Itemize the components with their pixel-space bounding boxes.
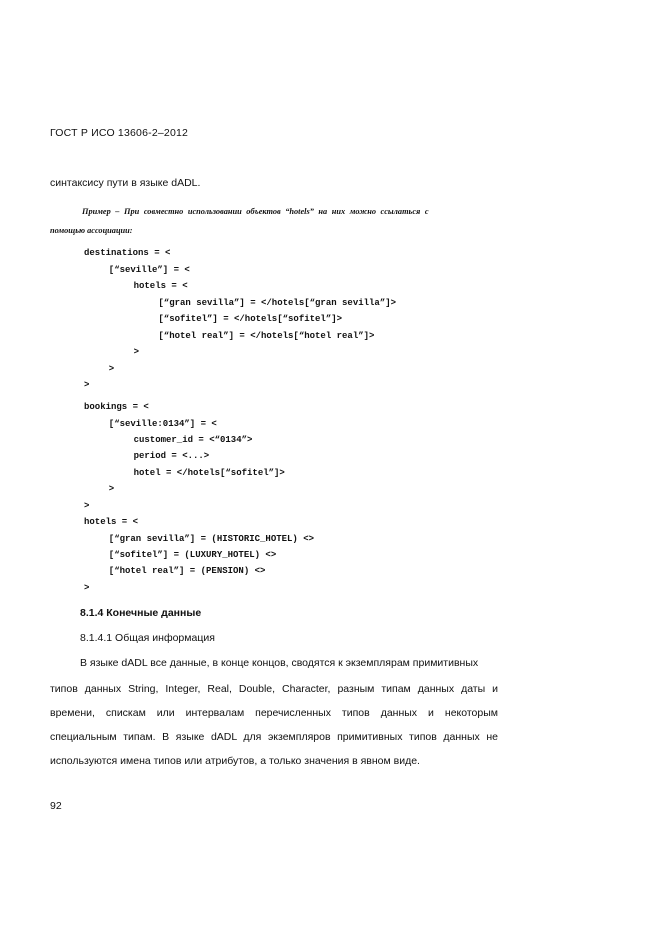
code-line: hotels = < xyxy=(133,281,188,291)
paragraph-line: типов данных String, Integer, Real, Double, Character, разным типам данных даты и xyxy=(50,683,498,695)
code-line: > xyxy=(84,380,90,390)
code-line: [“seville”] = < xyxy=(108,265,190,275)
code-line: > xyxy=(108,364,115,374)
code-line: [“sofitel”] = </hotels[“sofitel”]> xyxy=(158,314,343,324)
paragraph-line: используются имена типов или атрибутов, а только значения в явном виде. xyxy=(50,755,420,767)
intro-text: синтаксису пути в языке dADL. xyxy=(50,177,201,189)
code-line: destinations = < xyxy=(84,248,171,258)
paragraph-line: специальным типам. В языке dADL для экземпляров примитивных типов данных не xyxy=(50,731,498,743)
code-line: hotels = < xyxy=(84,517,139,527)
paragraph-line: времени, спискам или интервалам перечисленных типов данных и некоторым xyxy=(50,707,498,719)
code-line: [“seville:0134”] = < xyxy=(108,419,217,429)
code-line: > xyxy=(84,583,90,593)
code-line: hotel = </hotels[“sofitel”]> xyxy=(133,468,285,478)
subsection-heading: 8.1.4.1 Общая информация xyxy=(80,632,215,644)
example-line-1: Пример – При совместно использовании объектов “hotels” на них можно ссылаться с xyxy=(82,207,429,216)
code-line: period = <...> xyxy=(133,451,210,461)
code-line: bookings = < xyxy=(84,402,149,412)
code-line: > xyxy=(84,501,90,511)
code-line: > xyxy=(108,484,115,494)
code-line: customer_id = <“0134”> xyxy=(133,435,253,445)
code-line: [“gran sevilla”] = (HISTORIC_HOTEL) <> xyxy=(108,534,315,544)
code-line: [“gran sevilla”] = </hotels[“gran sevilla”]> xyxy=(158,298,397,308)
section-heading: 8.1.4 Конечные данные xyxy=(80,607,202,619)
code-line: > xyxy=(133,347,139,357)
example-line-2: помощью ассоциации: xyxy=(50,226,133,235)
code-line: [“hotel real”] = (PENSION) <> xyxy=(108,566,266,576)
paragraph-line: В языке dADL все данные, в конце концов, сводятся к экземплярам примитивных xyxy=(80,657,479,669)
document-header: ГОСТ Р ИСО 13606-2–2012 xyxy=(50,127,189,139)
page-number: 92 xyxy=(50,800,62,812)
code-line: [“hotel real”] = </hotels[“hotel real”]> xyxy=(158,331,375,341)
code-line: [“sofitel”] = (LUXURY_HOTEL) <> xyxy=(108,550,277,560)
